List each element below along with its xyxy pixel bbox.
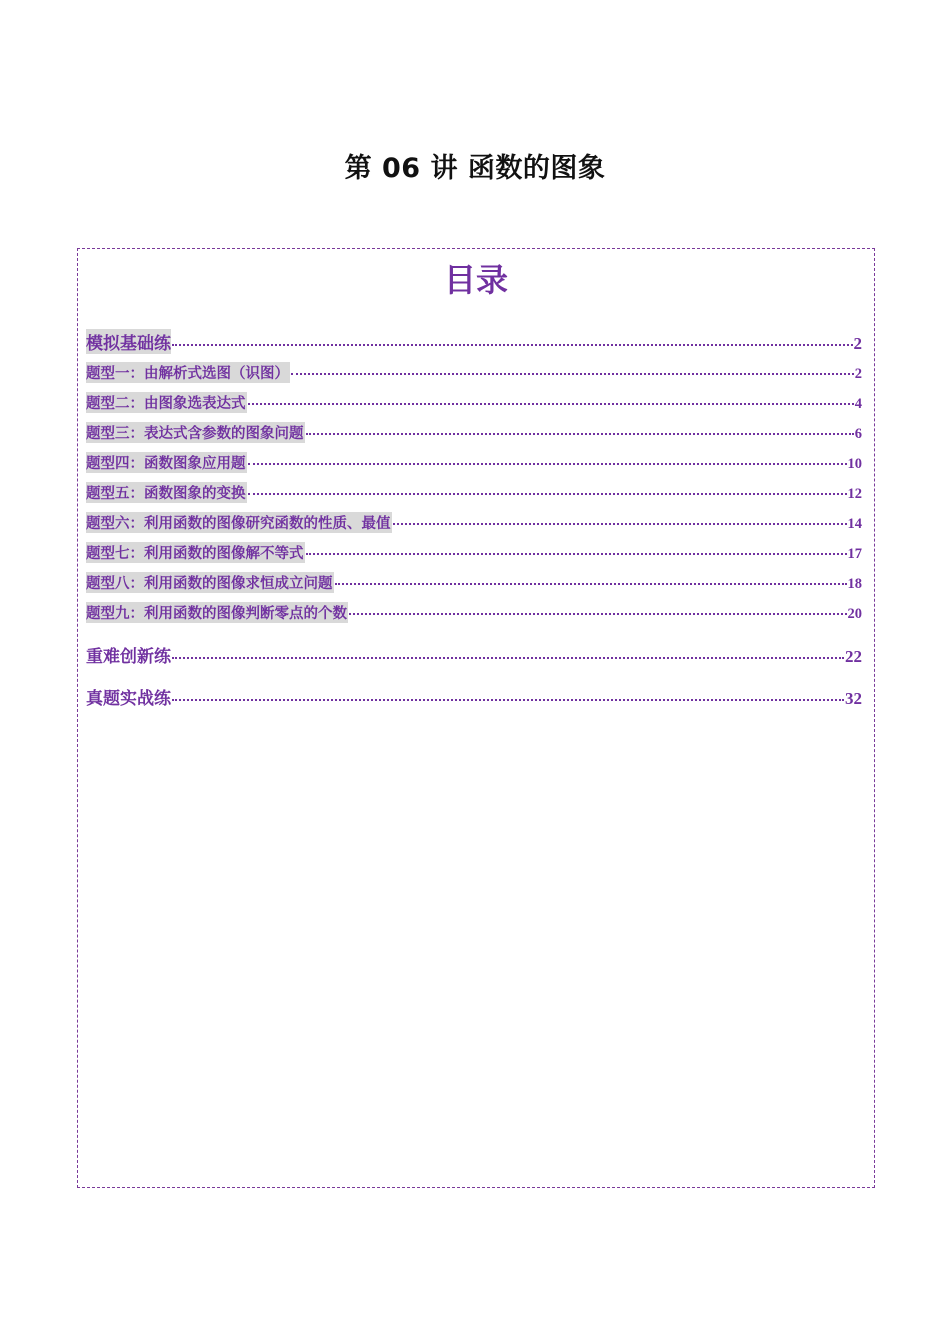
- toc-leader: [248, 493, 847, 495]
- toc-entry-page: 6: [854, 426, 862, 442]
- toc-entry-type-2[interactable]: [86, 392, 862, 413]
- toc-entry-page: 12: [847, 486, 862, 502]
- toc-entry-type-5[interactable]: [86, 482, 862, 503]
- toc-entry-label: 模拟基础练: [86, 329, 171, 354]
- toc-leader: [306, 553, 847, 555]
- toc-entry-type-6[interactable]: [86, 512, 862, 533]
- toc-leader: [291, 373, 854, 375]
- toc-leader: [172, 699, 844, 701]
- toc-entry-page: 17: [847, 546, 862, 562]
- toc-entry-label: 题型三：表达式含参数的图象问题: [86, 422, 305, 443]
- toc-entry-type-7[interactable]: [86, 542, 862, 563]
- toc-entry-label: 题型七：利用函数的图像解不等式: [86, 542, 305, 563]
- toc-entry-page: 14: [847, 516, 862, 532]
- toc-entry-page: 20: [847, 606, 862, 622]
- toc-entry-page: 18: [847, 576, 862, 592]
- toc-entry-type-8[interactable]: [86, 572, 862, 593]
- toc-leader: [172, 344, 853, 346]
- toc-leader: [393, 523, 847, 525]
- toc-entry-type-9[interactable]: [86, 602, 862, 623]
- toc-leader: [172, 657, 844, 659]
- toc-entry-label: 真题实战练: [86, 689, 171, 709]
- toc-entry-label: 题型八：利用函数的图像求恒成立问题: [86, 572, 334, 593]
- toc-entry-type-4[interactable]: [86, 452, 862, 473]
- toc-leader: [248, 463, 847, 465]
- toc-entry-page: 22: [845, 647, 862, 666]
- toc-entry-real-exam[interactable]: [86, 684, 862, 709]
- toc-entry-label: 重难创新练: [86, 647, 171, 667]
- toc-entry-label: 题型二：由图象选表达式: [86, 392, 247, 413]
- toc-leader: [335, 583, 847, 585]
- toc-entry-page: 32: [845, 689, 862, 708]
- toc-entry-type-1[interactable]: [86, 362, 862, 383]
- toc-entry-page: 10: [847, 456, 862, 472]
- toc-entry-page: 2: [854, 366, 862, 382]
- toc-entry-page: 2: [853, 334, 862, 353]
- toc-entry-hard-innovation[interactable]: [86, 642, 862, 667]
- toc-leader: [306, 433, 854, 435]
- toc-entry-label: 题型六：利用函数的图像研究函数的性质、最值: [86, 512, 392, 533]
- toc-box: [77, 248, 875, 1188]
- toc-leader: [248, 403, 854, 405]
- toc-entry-type-3[interactable]: [86, 422, 862, 443]
- toc-heading: 目录: [443, 261, 508, 299]
- toc-entry-label: 题型四：函数图象应用题: [86, 452, 247, 473]
- toc-entry-label: 题型九：利用函数的图像判断零点的个数: [86, 602, 348, 623]
- toc-entry-mock-basic[interactable]: [86, 329, 862, 354]
- toc-entry-label: 题型一：由解析式选图（识图）: [86, 362, 290, 383]
- toc-entry-page: 4: [854, 396, 862, 412]
- page-title: 第 06 讲 函数的图象: [344, 153, 606, 184]
- toc-entry-label: 题型五：函数图象的变换: [86, 482, 247, 503]
- toc-leader: [349, 613, 847, 615]
